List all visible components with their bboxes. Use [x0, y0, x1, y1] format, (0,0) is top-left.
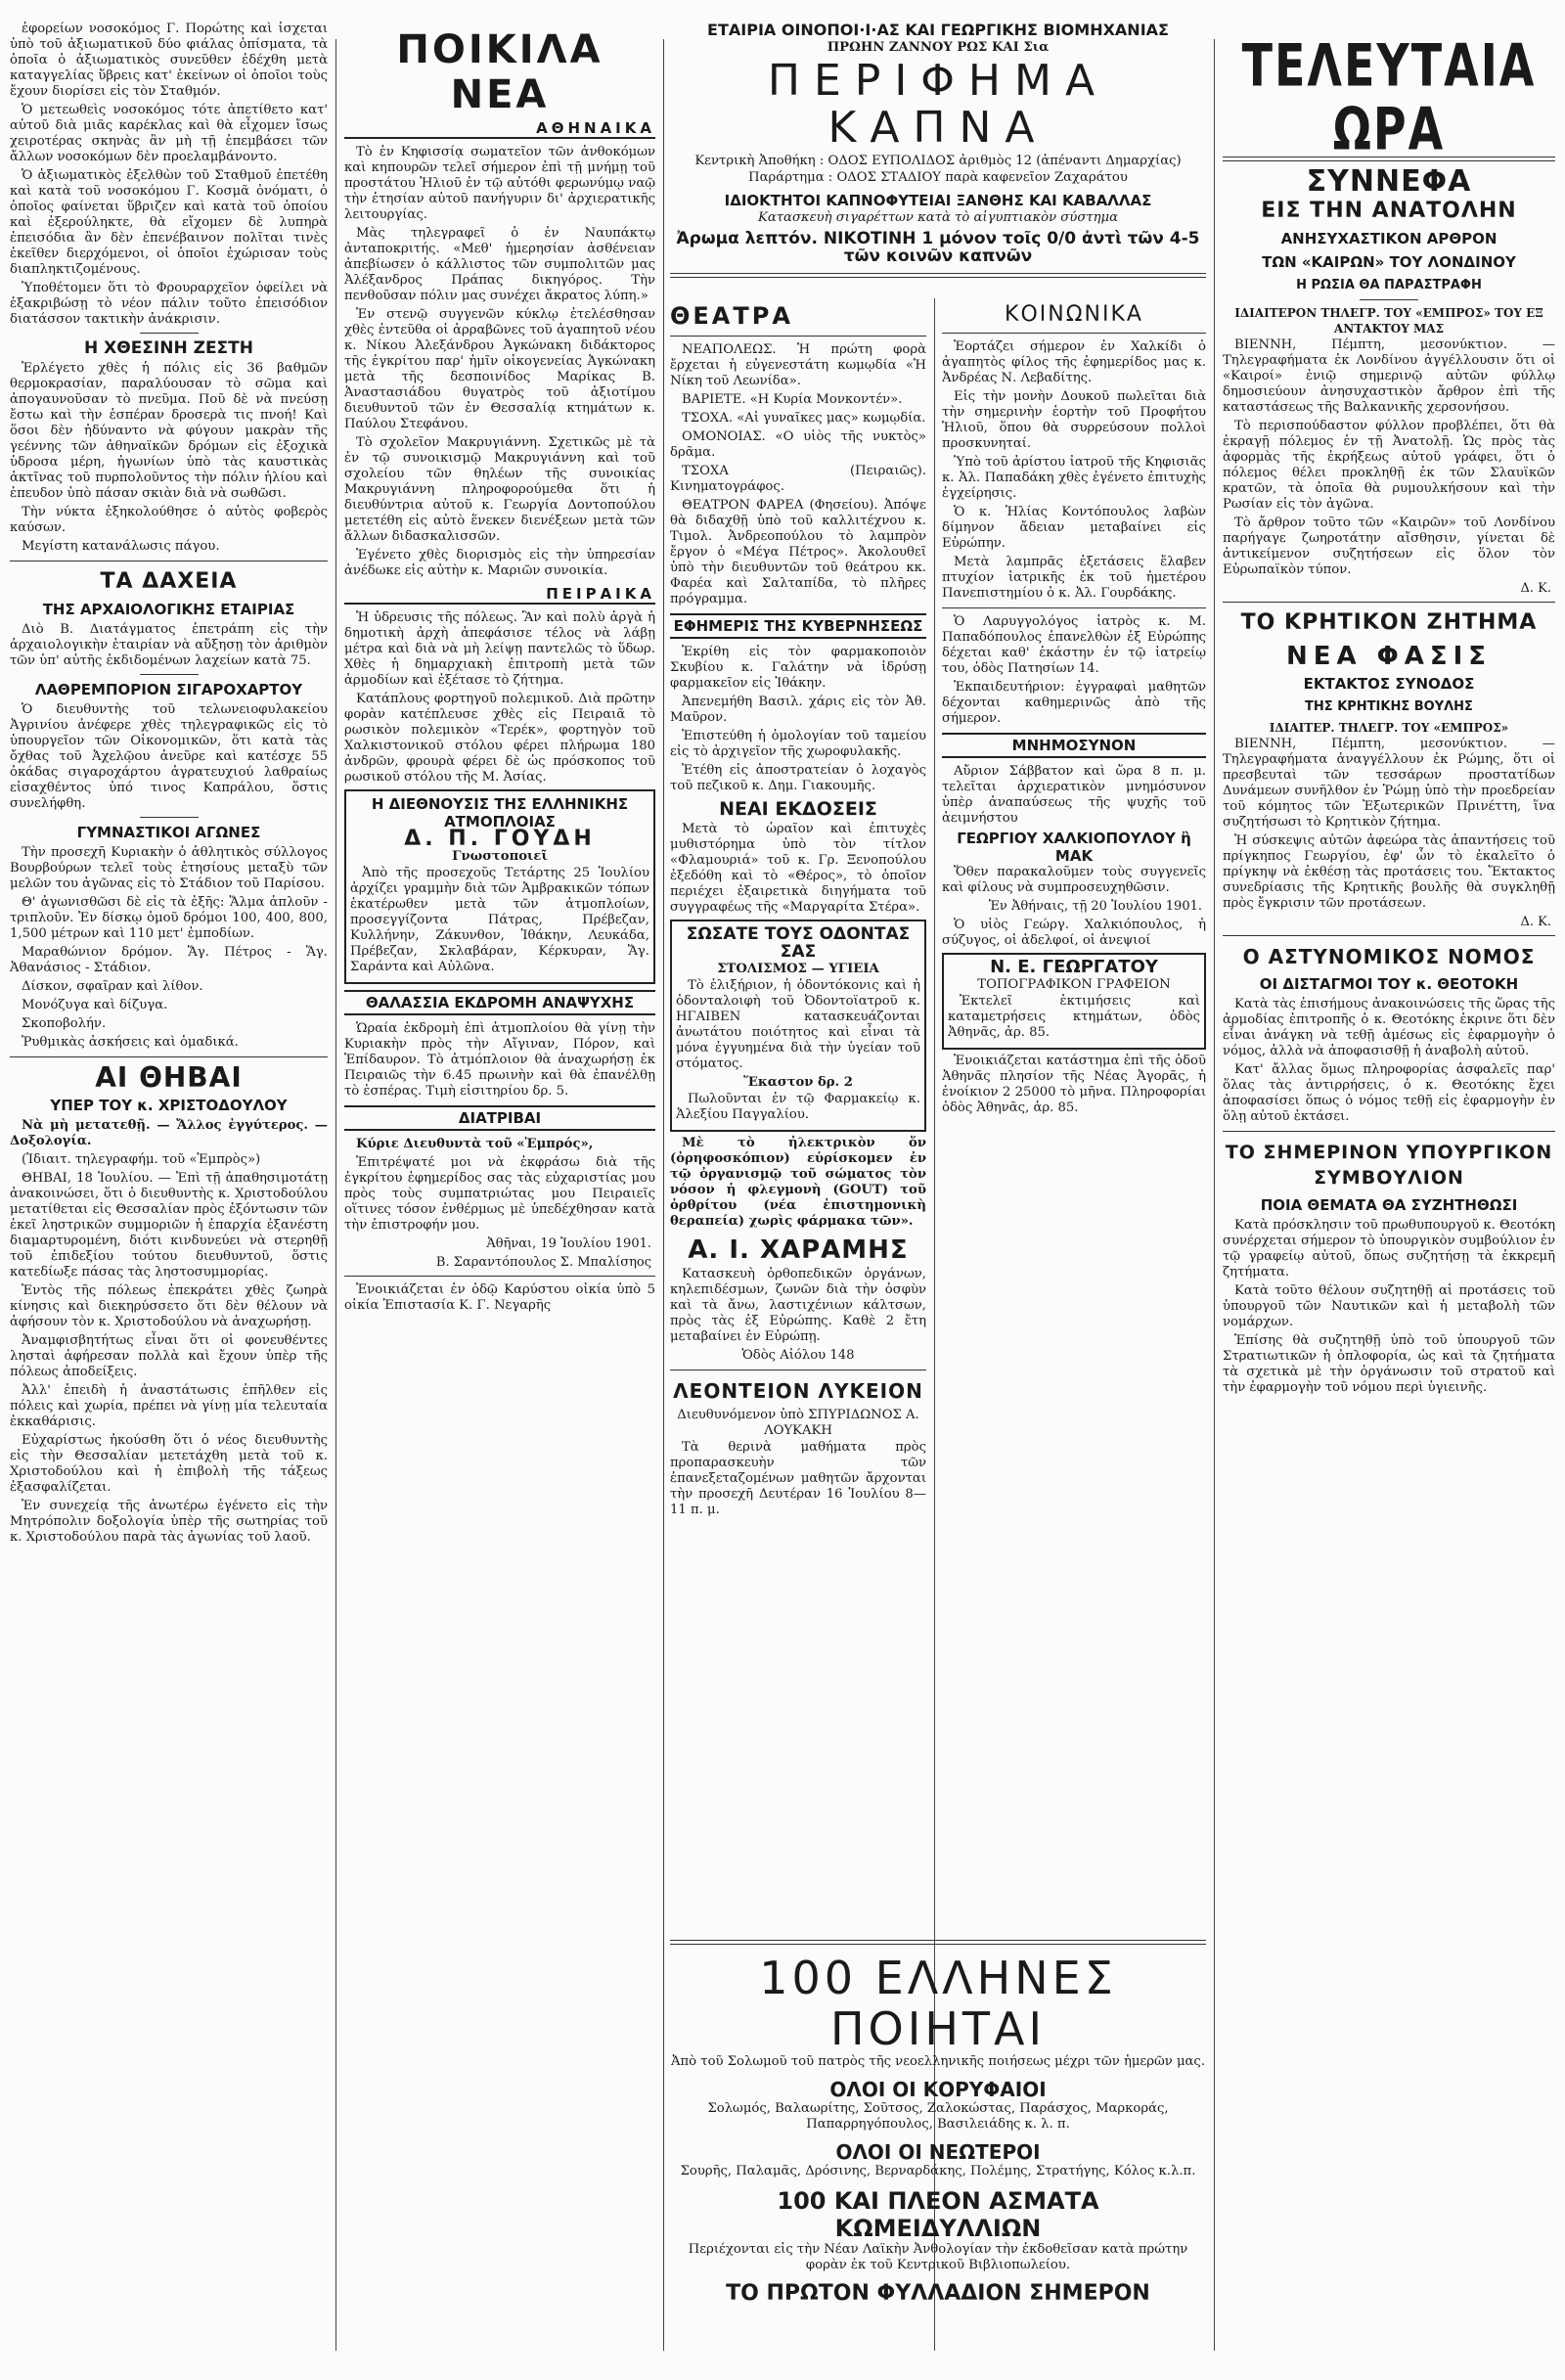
column-divider: [335, 39, 336, 2351]
article-paragraph: Εἰς τὴν μονὴν Δουκοῦ πωλεῖται διὰ τὴν σημερινὴν ἑορτὴν τοῦ Προφήτου Ἠλιοῦ, ὅπου θὰ συρρεύσουν πολλοὶ προσκυνηταί.: [942, 389, 1206, 451]
headline-ekdoseis: ΝΕΑΙ ΕΚΔΟΣΕΙΣ: [719, 798, 877, 820]
ad-notice: Γνωστοποιεῖ: [452, 849, 548, 864]
article-paragraph: Ὑπὸ τοῦ ἀρίστου ἰατροῦ τῆς Κηφισιᾶς κ. Ἀλ. Παπαδάκη χθὲς ἐγένετο ἐπιτυχὴς ἐγχείρησις.: [942, 455, 1206, 501]
classified-ad: Ἐνοικιάζεται κατάστημα ἐπὶ τῆς ὁδοῦ Ἀθηνᾶς πλησίον τῆς Νέας Ἀγορᾶς, ἡ ἐνοίκιον 2 25000 τὸ μῆνα. Πληροφορίαι ὁδὸς Ἀθηνᾶς, ἀρ. 85.: [942, 1054, 1206, 1115]
divider: [670, 336, 926, 337]
neoteroi-heading: ΟΛΟΙ ΟΙ ΝΕΩΤΕΡΟΙ: [835, 2140, 1041, 2164]
article-paragraph: Ἀλλ' ἐπειδὴ ἡ ἀναστάτωσις ἐπῆλθεν εἰς πόλεις καὶ χωρία, πρέπει νὰ γίνῃ μία τελευταία ἐκκαθάρισις.: [10, 1383, 328, 1429]
article-lead: Νὰ μὴ μετατεθῇ. — Ἄλλος ἐγγύτερος. — Δοξολογία.: [10, 1118, 328, 1148]
letter-salutation: Κύριε Διευθυντὰ τοῦ «Ἐμπρός»,: [356, 1137, 594, 1151]
article-paragraph: Τὴν νύκτα ἐξηκολούθησε ὁ αὐτὸς φοβερὸς καύσων.: [10, 505, 328, 535]
section-masthead: ΠΟΙΚΙΛΑ ΝΕΑ: [396, 27, 604, 117]
divider: [942, 607, 1206, 608]
article-paragraph: Τὸ σχολεῖον Μακρυγιάννη. Σχετικῶς μὲ τὰ ἐν τῷ συνοικισμῷ Μακρυγιάννη καὶ τοῦ σχολείου τῶν θηλέων τῆς συνοικίας Μακρυγιάννη πληροφορούμεθα ὅτι ἡ διευθύντρια αὐτοῦ κ. Γεωργία Δοντοπούλου μετετέθη εἰς αὐτὸ ἕνεκεν διενέξεων μετὰ τῶν ἄλλων διδασκαλισσῶν.: [344, 435, 655, 544]
headline-nea-fasis: ΝΕΑ ΦΑΣΙΣ: [1285, 642, 1493, 671]
telegram-label: ΙΔΙΑΙΤΕΡΟΝ ΤΗΛΕΓΡ. ΤΟΥ «ΕΜΠΡΟΣ» ΤΟΥ ΕΞ ΑΝΤΑΚΤΟΥ ΜΑΣ: [1234, 306, 1543, 336]
article-paragraph: Ἀναμφισβητήτως εἶναι ὅτι οἱ φονευθέντες λησταὶ ἀφήρεσαν πολλὰ καὶ ἔχουν ὑπὲρ τῆς πόλεως ἀποδείξεις.: [10, 1333, 328, 1379]
article-paragraph: Ἐπιτρέψατέ μοι νὰ ἐκφράσω διὰ τῆς ἐγκρίτου ἐφημερίδος σας τὰς εὐχαριστίας μου πρὸς τοὺς συμπατριώτας μου Πειραιεῖς οἵτινες τόσον ἐνθέρμως μὲ ὑπεδέχθησαν κατὰ τὴν ἐπιστροφήν μου.: [344, 1155, 655, 1233]
article-paragraph: ΘΗΒΑΙ, 18 Ἰουλίου. — Ἐπὶ τῇ ἀπαθησιμοτάτῃ ἀνακοινώσει, ὅτι ὁ διευθυντὴς κ. Χριστοδούλου μετατίθεται εἰς Θεσσαλίαν πρὸς ἐξόντωσιν τῶν ἐκεῖ ληστρικῶν συμμοριῶν ἡ ἐπαρχία ἐξανέστη διαμαρτυρομένη, διότι κινδυνεύει νὰ στερηθῇ τοῦ ἐπιδεξίου τούτου διευθυντοῦ, ὅστις κατεδίωξε πάσας τὰς ληστοσυμμορίας.: [10, 1171, 328, 1280]
anthology-line: Περιέχονται εἰς τὴν Νέαν Λαϊκὴν Ἀνθολογίαν τὴν ἐκδοθεῖσαν κατὰ πρώτην φορὰν ἐκ τοῦ Κεντρικοῦ Βιβλιοπωλείου.: [688, 2242, 1188, 2272]
ad-lykeion-sub: Διευθυνόμενον ὑπὸ ΣΠΥΡΙΔΩΝΟΣ Α. ΛΟΥΚΑΚΗ: [677, 1408, 919, 1438]
divider: [1223, 935, 1555, 936]
article-paragraph: Διὸ Β. Διατάγματος ἐπετράπη εἰς τὴν ἀρχαιολογικὴν ἑταιρίαν νὰ αὔξησῃ τὸν ἀριθμὸν τῶν ὑπ' αὐτῆς ἐκδιδομένων λαχείων κατὰ 75.: [10, 622, 328, 668]
subheadline-kairon: ΤΩΝ «ΚΑΙΡΩΝ» ΤΟΥ ΛΟΝΔΙΝΟΥ: [1262, 253, 1516, 271]
divider: [140, 817, 199, 818]
subheadline-rosia: Η ΡΩΣΙΑ ΘΑ ΠΑΡΑΣΤΡΑΦΗ: [1296, 278, 1482, 292]
article-paragraph: Ὅθεν παρακαλοῦμεν τοὺς συγγενεῖς καὶ φίλους νὰ συμπροσευχηθῶσιν.: [942, 865, 1206, 895]
subheadline-themata: ΠΟΙΑ ΘΕΜΑΤΑ ΘΑ ΣΥΖΗΤΗΘΩΣΙ: [1260, 1196, 1518, 1214]
koryfaioi-list: Σολωμός, Βαλαωρίτης, Σοῦτσος, Ζαλοκώστας, Παράσχος, Μαρκοράς, Παπαρρηγόπουλος, Βασιλειάδης κ. λ. π.: [707, 2101, 1169, 2132]
ad-xaramis-title: Α. Ι. ΧΑΡΑΜΗΣ: [688, 1235, 909, 1265]
article-paragraph: Ὁ κ. Ἠλίας Κοντόπουλος λαβὼν δίμηνον ἄδειαν μεταβαίνει εἰς Εὐρώπην.: [942, 505, 1206, 551]
article-paragraph: Εὐχαρίστως ἠκούσθη ὅτι ὁ νέος διευθυντὴς εἰς τὴν Θεσσαλίαν μετετάχθη μετὰ τοῦ κ. Χριστοδούλου καὶ ἡ ἐπιβολὴ τῆς τάξεως ἐξασφαλίζεται.: [10, 1433, 328, 1495]
article-paragraph: ΘΕΑΤΡΟΝ ΦΑΡΕΑ (Φησείου). Ἀπόψε θὰ διδαχθῇ ὑπὸ τοῦ καλλιτέχνου κ. Τιμολ. Ἀνδρεοπούλου τὸ λαμπρὸν ἔργον ὁ «Μέγα Πέτρος». Ἀκολουθεῖ ὑπὸ τὴν διευθυντῶν τοῦ θεάτρου κκ. Φαρέα καὶ Σαλταπίδα, τὸ πλῆρες πρόγραμμα.: [670, 498, 926, 606]
article-paragraph: Κατ' ἄλλας ὅμως πληροφορίας ἀσφαλεῖς παρ' ὅλας τὰς ἀντιρρήσεις, ὁ κ. Θεοτόκης ἔχει ἀποφασίσει ὅπως ὁ νόμος τεθῇ εἰς ἐφαρμογὴν ἐν ὅλῃ αὐτοῦ ἐκτάσει.: [1223, 1062, 1555, 1124]
headline-mnimosynon: ΜΝΗΜΟΣΥΝΟΝ: [942, 733, 1206, 758]
ad-address: Ὁδὸς Αἰόλου 148: [741, 1348, 855, 1363]
article-paragraph: Μετὰ λαμπρᾶς ἐξετάσεις ἔλαβεν πτυχίον ἰατρικῆς ἐκ τοῦ ἡμετέρου Πανεπιστημίου ὁ κ. Ἀλ. Γουρδάκης.: [942, 555, 1206, 601]
subheadline-thivai: ΥΠΕΡ ΤΟΥ κ. ΧΡΙΣΤΟΔΟΥΛΟΥ: [50, 1097, 288, 1114]
ad-body: Ἐκτελεῖ ἐκτιμήσεις καὶ καταμετρήσεις κτημάτων, ὁδὸς Ἀθηνᾶς, ἀρ. 85.: [948, 994, 1200, 1040]
divider: [140, 674, 199, 675]
ad-georgatou: [942, 953, 1206, 1050]
divider: [10, 1056, 328, 1057]
article-paragraph: ΤΣΟΧΑ. «Αἱ γυναῖκες μας» κωμῳδία.: [682, 411, 926, 426]
headline-synnefa: ΣΥΝΝΕΦΑ: [1306, 164, 1472, 199]
subheadline-ektaktos: ΕΚΤΑΚΤΟΣ ΣΥΝΟΔΟΣ: [1303, 675, 1475, 693]
article-paragraph: Ἐτέθη εἰς ἀποστρατείαν ὁ λοχαγὸς τοῦ πεζικοῦ κ. Δημ. Γιακουμῆς.: [670, 763, 926, 793]
company-name: ΕΤΑΙΡΙΑ ΟΙΝΟΠΟΙ·Ι·ΑΣ ΚΑΙ ΓΕΩΡΓΙΚΗΣ ΒΙΟΜΗΧΑΝΙΑΣ: [707, 22, 1169, 39]
article-paragraph: Μετὰ τὸ ὡραῖον καὶ ἐπιτυχὲς μυθιστόρημα ὑπὸ τὸν τίτλον «Φλαμουριά» τοῦ κ. Γρ. Ξενοπούλου ἐξεδόθη καὶ τὸ «Θέρος», τὸ ὁποῖον περιέχει ἐξαιρετικὰ διηγήματα τοῦ συγγραφέως τῆς «Μαργαρίτα Στέρα».: [670, 822, 926, 915]
divider: [670, 1940, 1206, 1945]
tobacco-ad: [670, 22, 1206, 297]
ad-subtitle: ΤΟΠΟΓΡΑΦΙΚΟΝ ΓΡΑΦΕΙΟΝ: [977, 977, 1171, 992]
classified-ad: Ἐνοικιάζεται ἐν ὁδῷ Καρύστου οἰκία ὑπὸ 5 οἰκία Ἐπιστασία Κ. Γ. Νεγαρῆς: [344, 1282, 655, 1313]
deceased-name: ΓΕΩΡΓΙΟΥ ΧΑΛΚΙΟΠΟΥΛΟΥ ἢ ΜΑΚ: [957, 830, 1191, 865]
section-telefteia: ΤΕΛΕΥΤΑΙΑ ΩΡΑ: [1241, 30, 1537, 163]
ad-odontes: [670, 920, 926, 1132]
column-divider: [1214, 39, 1215, 2351]
article-paragraph: Ἐν συνεχείᾳ τῆς ἀνωτέρω ἐγένετο εἰς τὴν Μητρόπολιν δοξολογία ὑπὲρ τῆς σωτηρίας τοῦ κ. Χριστοδούλου παρὰ τὰς ἀγωνίας τοῦ λαοῦ.: [10, 1499, 328, 1545]
asmata-heading: 100 ΚΑΙ ΠΛΕΟΝ ΑΣΜΑΤΑ ΚΩΜΕΙΔΥΛΛΙΩΝ: [777, 2187, 1099, 2242]
article-paragraph: Ἐντὸς τῆς πόλεως ἐπεκράτει χθὲς ζωηρὰ κίνησις καὶ διεκηρύσσετο ὅτι δὲν θέλουν νὰ ἀφήσουν τὸν κ. Χριστοδούλου νὰ ἀναχωρήσῃ.: [10, 1283, 328, 1329]
ad-body: Πωλοῦνται ἐν τῷ Φαρμακείῳ κ. Ἀλεξίου Παγγαλίου.: [676, 1092, 920, 1122]
telegram-label: ΙΔΙΑΙΤΕΡ. ΤΗΛΕΓΡ. ΤΟΥ «ΕΜΠΡΟΣ»: [1269, 721, 1509, 735]
article-paragraph: Ὁ Λαρυγγολόγος ἰατρὸς κ. Μ. Παπαδόπουλος ἐπανελθὼν ἐξ Εὐρώπης δέχεται καθ' ἑκάστην ἐν τῷ ἰατρείῳ του, ὁδὸς Πατησίων 14.: [942, 614, 1206, 676]
headline-diatribai: ΔΙΑΤΡΙΒΑΙ: [344, 1105, 655, 1131]
article-paragraph: ΒΑΡΙΕΤΕ. «Η Κυρία Μονκοντέν».: [682, 392, 903, 407]
ad-electric: Μὲ τὸ ἠλεκτρικὸν ὅν (ὀρηφοσκόπιον) εὑρίσκομεν ἐν τῷ ὀργανισμῷ τοῦ σώματος τὸν νόσον ἡ φλεγμονὴ (GOUT) τοῦ ὀρθρίτου (νέα ἐπιστημονικὴ θεραπεία) χωρὶς φάρμακα τῶν».: [670, 1136, 926, 1229]
article-paragraph: Ἑορτάζει σήμερον ἐν Χαλκίδι ὁ ἀγαπητὸς φίλος τῆς ἐφημερίδος μας κ. Ἀνδρέας Ν. Λεβαδίτης.: [942, 339, 1206, 385]
article-paragraph: ἐφορείων νοσοκόμος Γ. Πορώτης καὶ ἰσχεται ὑπὸ τοῦ ἀξιωματικοῦ δύο φιάλας ὀπίσματα, τὰ ὁποῖα ὁ ἀξιωματικὸς συνεῦθεν ἐδέχθη μετὰ καταγγελίας ὕβρεις κατ' ἐκείνων οἱ ὁποῖοι τοὺς ἔχουν διορίσει εἰς τὸν Σταθμόν.: [10, 22, 328, 99]
column-4: [942, 298, 1206, 1920]
article-paragraph: Αὔριον Σάββατον καὶ ὥρα 8 π. μ. τελεῖται ἀρχιερατικὸν μνημόσυνον ὑπὲρ ἀναπαύσεως τῆς ψυχῆς τοῦ ἀειμνήστου: [942, 764, 1206, 826]
column-5: [1223, 22, 1555, 2351]
headline-efimeris: ΕΦΗΜΕΡΙΣ ΤΗΣ ΚΥΒΕΡΝΗΣΕΩΣ: [670, 613, 926, 639]
column-1: [10, 22, 328, 2351]
ad-body: Τὸ ἐλιξήριον, ἡ ὀδοντόκονις καὶ ἡ ὀδονταλοιφὴ τοῦ Ὀδοντοϊατροῦ κ. ΗΓΑΙΒΕΝ κατασκευάζονται ἀνωτάτου ποιότητος καὶ εἶναι τὰ μόνα ἐγγυημένα διὰ τὴν ὑγείαν τοῦ στόματος.: [676, 978, 920, 1071]
neoteroi-list: Σουρῆς, Παλαμᾶς, Δρόσινης, Βερναρδάκης, Πολέμης, Στρατήγης, Κόλος κ.λ.π.: [680, 2164, 1196, 2178]
article-paragraph: Ἐν στενῷ συγγενῶν κύκλῳ ἐτελέσθησαν χθὲς ἐντεῦθα οἱ ἀρραβῶνες τοῦ ἀγαπητοῦ νέου κ. Νίκου Ἀλεξάνδρου Ἀγκώνακη διδάκτορος τῆς ἐγκρίτου παρ' ἡμῖν οἰκογενείας Ἀγκώνακη μετὰ τῆς δεσποινίδος Μαρίκας Β. Ἀναστασιάδου θυγατρὸς τοῦ ἀξιοτίμου διευθυντοῦ τῶν ἐν Θεσσαλίᾳ κτημάτων κ. Παύλου Στεφάνου.: [344, 307, 655, 431]
article-paragraph: Ἐγένετο χθὲς διορισμὸς εἰς τὴν ὑπηρεσίαν ἀνέδωκε εἰς αὐτὴν κ. Μαριῶν συνοικία.: [344, 548, 655, 578]
article-paragraph: Ὁ υἱὸς Γεώργ. Χαλκιόπουλος, ἡ σύζυγος, οἱ ἀδελφοί, οἱ ἀνεψιοί: [942, 918, 1206, 948]
column-divider: [663, 39, 664, 2351]
koryfaioi-heading: ΟΛΟΙ ΟΙ ΚΟΡΥΦΑΙΟΙ: [829, 2078, 1047, 2101]
article-paragraph: Τὴν προσεχῆ Κυριακὴν ὁ ἀθλητικὸς σύλλογος Βουρβούρων τελεῖ τοὺς ἐτησίους μεταξὺ τῶν μελῶν του ἀγῶνας εἰς τὸ Στάδιον τοῦ Παρίσου.: [10, 845, 328, 891]
ad-headline: ΠΕΡΙΦΗΜΑ ΚΑΠΝΑ: [767, 56, 1109, 153]
article-paragraph: Μεγίστη κατανάλωσις πάγου.: [22, 539, 220, 554]
ad-body: Τὰ θερινὰ μαθήματα πρὸς προπαρασκευὴν τῶν ἐπανεξεταζομένων μαθητῶν ἄρχονται τὴν προσεχῆ Δευτέραν 16 Ἰουλίου 8—11 π. μ.: [670, 1440, 926, 1517]
article-paragraph: Κατάπλους φορτηγοῦ πολεμικοῦ. Διὰ πρῶτην φορὰν κατέπλευσε χθὲς εἰς Πειραιᾶ τὸ ρωσικὸν πολεμικὸν «Τερέκ», φορτηγὸν τοῦ Χαλκιστονικοῦ στόλου φέρει πλήρωμα 180 ἀνδρῶν, φρουρὰ φέρει δὲ ὡς πρόσκοπος τοῦ ρωσικοῦ στόλου τῆς Μ. Ἀσίας.: [344, 692, 655, 785]
owners-line: ΙΔΙΟΚΤΗΤΟΙ ΚΑΠΝΟΦΥΤΕΙΑΙ ΞΑΝΘΗΣ ΚΑΙ ΚΑΒΑΛΛΑΣ: [724, 192, 1152, 209]
section-label: ΠΕΙΡΑΙΚΑ: [344, 585, 655, 605]
headline-gymnastikoi: ΓΥΜΝΑΣΤΙΚΟΙ ΑΓΩΝΕΣ: [76, 824, 261, 841]
article-paragraph: Ἐκπαιδευτήριον: ἐγγραφαὶ μαθητῶν δέχονται καθημερινῶς ἀπὸ τῆς σήμερον.: [942, 680, 1206, 726]
method-line: Κατασκευὴ σιγαρέττων κατὰ τὸ αἰγυπτιακὸν σύστημα: [757, 210, 1118, 225]
article-paragraph: Δίσκον, σφαῖραν καὶ λίθον.: [22, 979, 203, 994]
subheadline-arthron: ΑΝΗΣΥΧΑΣΤΙΚΟΝ ΑΡΘΡΟΝ: [1280, 230, 1498, 247]
column-2: [344, 22, 655, 2351]
article-paragraph: ΝΕΑΠΟΛΕΩΣ. Ἡ πρώτη φορὰ ἔρχεται ἡ εὐγενεστάτη κωμῳδία «Ἡ Νίκη τοῦ Λεωνίδα».: [670, 342, 926, 388]
article-paragraph: Ἀπενεμήθη Βασιλ. χάρις εἰς τὸν Ἀθ. Μαῦρον.: [670, 695, 926, 725]
store-address: Κεντρικὴ Ἀποθήκη : ΟΔΟΣ ΕΥΠΟΛΙΔΟΣ ἀριθμὸς 12 (ἀπέναντι Δημαρχίας): [694, 154, 1182, 168]
ad-title: Η ΔΙΕΘΝΟΥΣΙΣ ΤΗΣ ΕΛΛΗΝΙΚΗΣ ΑΤΜΟΠΛΟΙΑΣ: [371, 795, 629, 831]
article-paragraph: Ὁ μετεωθεὶς νοσοκόμος τότε ἀπετίθετο κατ' αὐτοῦ διὰ μιᾶς καρέκλας καὶ θὰ εἶχομεν ἴσως χειροτέρας σκηνὰς ἂν μὴ τῇ ἐπεμβάσει τῶν ἄλλων νοσοκόμων δὲν προελαμβάνοντο.: [10, 103, 328, 164]
column-3: [670, 298, 926, 1920]
headline-ekdromi: ΘΑΛΑΣΣΙΑ ΕΚΔΡΟΜΗ ΑΝΑΨΥΧΗΣ: [344, 990, 655, 1015]
headline-symvoulion: ΤΟ ΣΗΜΕΡΙΝΟΝ ΥΠΟΥΡΓΙΚΟΝ ΣΥΜΒΟΥΛΙΟΝ: [1225, 1142, 1553, 1189]
ad-title: ΣΩΣΑΤΕ ΤΟΥΣ ΟΔΟΝΤΑΣ ΣΑΣ: [686, 924, 911, 962]
company-subtitle: ΠΡΩΗΝ ΖΑΝΝΟΥ ΡΩΣ ΚΑΙ Σια: [827, 40, 1050, 55]
letter-date: Ἀθῆναι, 19 Ἰουλίου 1901.: [486, 1236, 651, 1251]
ad-body: Ἀπὸ τῆς προσεχοῦς Τετάρτης 25 Ἰουλίου ἀρχίζει γραμμὴν διὰ τῶν Ἀμβρακικῶν τόπων ἑκατέρωθεν μετὰ τῶν ἀτμοπλοίων, προσεγγίζοντα Πάτρας, Πρέβεζαν, Κυλλήνην, Ζάκυνθον, Ἰθάκην, Λευκάδα, Πρέβεζαν, Σκλαβάραν, Κέρκυραν, Ἅγ. Σαράντα καὶ Αὐλῶνα.: [350, 866, 649, 974]
poets-title: 100 ΕΛΛΗΝΕΣ ΠΟΙΗΤΑΙ: [759, 1952, 1117, 2055]
article-paragraph: Ἡ ὑδρευσις τῆς πόλεως. Ἂν καὶ πολὺ ἀργὰ ἡ δημοτικὴ ἀρχὴ ἀπεφάσισε τέλος νὰ λάβῃ μέτρα καὶ διὰ νὰ μὴ λείψῃ παντελῶς τὸ ὕδωρ. Χθὲς ἡ δημαρχιακὴ ἐπιτροπὴ μετὰ τῶν ἁρμοδίων καὶ ἐξέτασε τὸ ζήτημα.: [344, 610, 655, 688]
ad-lykeion-title: ΛΕΟΝΤΕΙΟΝ ΛΥΚΕΙΟΝ: [673, 1379, 923, 1403]
article-paragraph: Κατὰ τοῦτο θέλουν συζητηθῇ αἱ προτάσεις τοῦ ὑπουργοῦ τῶν Ναυτικῶν καὶ ἡ μεταβολὴ τῶν νομάρχων.: [1223, 1283, 1555, 1329]
divider: [942, 333, 1206, 334]
article-paragraph: Μὰς τηλεγραφεῖ ὁ ἐν Ναυπάκτῳ ἀνταποκριτής. «Μεθ' ἡμερησίαν ἀσθένειαν ἀπεβίωσεν ὁ κάλλιστος τῶν συμπολιτῶν μας Ἀλέξανδρος Πράπας δικηγόρος. Τὴν πενθοῦσαν πόλιν μας συνέχει ἄκρατος λύπη.»: [344, 226, 655, 303]
divider: [1223, 602, 1555, 603]
headline-anatolin: ΕΙΣ ΤΗΝ ΑΝΑΤΟΛΗΝ: [1261, 199, 1517, 223]
article-paragraph: Ἐρλέγετο χθὲς ἡ πόλις εἰς 36 βαθμῶν θερμοκρασίαν, παραλύουσαν τὸ σῶμα καὶ ἀπογαυνοῦσαν τὸ πνεῦμα. Ποῦ δὲ νὰ πνεύσῃ ἔστω καὶ τὴν ἐσπέραν δροσερὰ τις πνοή! Καὶ ὅσοι δὲν ἠδύναντο νὰ φύγουν μακρὰν τῆς γεέννης τῶν ἀθηναϊκῶν δρόμων εἰς ἐξοχικὰ ὑδροσα μέρη, ἠγωνίων ὑπὸ τὰς καυστικὰς ἀκτῖνας τοῦ πυρπολοῦντος τὴν πόλιν ἡλίου καὶ ἐπευδον ὑπὸ πάσαν σκιὰν διὰ νὰ σωθῶσι.: [10, 361, 328, 501]
divider: [1360, 299, 1418, 300]
subheadline-daxeia: ΤΗΣ ΑΡΧΑΙΟΛΟΓΙΚΗΣ ΕΤΑΙΡΙΑΣ: [42, 601, 295, 618]
section-theatra: ΘΕΑΤΡΑ: [670, 302, 793, 330]
section-label: ΑΘΗΝΑΙΚΑ: [344, 119, 655, 139]
article-paragraph: Σκοποβολήν.: [22, 1016, 107, 1031]
divider: [670, 273, 1206, 278]
ad-price: Ἕκαστον δρ. 2: [743, 1075, 853, 1090]
article-paragraph: Τὸ ἐν Κηφισσίᾳ σωματεῖον τῶν ἀνθοκόμων καὶ κηπουρῶν τελεῖ σήμερον ἐπὶ τῇ μνήμῃ τοῦ προστάτου Ἠλιοῦ ἐν τῷ αὐτόθι φερωνύμῳ ναῷ τὴν ἐτησίαν αὐτοῦ πανήγυριν δι' ἀρχιερατικῆς λειτουργίας.: [344, 145, 655, 222]
headline-thivai: ΑΙ ΘΗΒΑΙ: [95, 1061, 243, 1094]
branch-address: Παράρτημα : ΟΔΟΣ ΣΤΑΔΙΟΥ παρὰ καφενεῖον Ζαχαράτου: [748, 170, 1128, 185]
article-paragraph: ΒΙΕΝΝΗ, Πέμπτη, μεσονύκτιον. — Τηλεγραφήματα ἀναγγέλλουν ἐκ Ρώμης, ὅτι οἱ πρεσβευταὶ τῶν τεσσάρων προστατίδων Δυνάμεων συνῆλθον ἐν Ῥώμῃ ὑπὸ τὴν προεδρείαν τοῦ κόμητος τῶν Ἐξωτερικῶν Πρινέττη, ἵνα συζητήσωσι τὸ Κρητικὸν ζήτημα.: [1223, 737, 1555, 830]
headline-kritiko: ΤΟ ΚΡΗΤΙΚΟΝ ΖΗΤΗΜΑ: [1240, 610, 1538, 635]
divider: [344, 1276, 655, 1277]
price-line: Ἀρωμα λεπτόν. ΝΙΚΟΤΙΝΗ 1 μόνον τοῖς 0/0 ἀντὶ τῶν 4-5 τῶν κοινῶν καπνῶν: [676, 229, 1200, 266]
article-paragraph: Τὸ περισπούδαστον φύλλον προβλέπει, ὅτι θὰ ἐκραγῇ πόλεμος ἐν τῇ Ἀνατολῇ. Ὡς πρὸς τὰς ἀφορμὰς τῆς ἐκρήξεως αὐτοῦ γράφει, ὅτι ὁ πόλεμος θέλει προκληθῇ ἐκ τῶν Σλαυϊκῶν κρατῶν, τὰ ὁποῖα θὰ ρυμουλκήσουν καὶ τὴν Ρωσίαν εἰς τὸν ἀγῶνα.: [1223, 419, 1555, 512]
proton-heading: ΤΟ ΠΡΩΤΟΝ ΦΥΛΛΑΔΙΟΝ ΣΗΜΕΡΟΝ: [726, 2281, 1150, 2306]
article-paragraph: Ὡραία ἐκδρομὴ ἐπὶ ἀτμοπλοίου θὰ γίνῃ τὴν Κυριακὴν πρὸς τὴν Αἴγιναν, Πόρον, καὶ Ἐπίδαυρον. Τὸ ἀτμόπλοιον θὰ ἀναχωρήσῃ ἐκ Πειραιῶς τὴν 6.45 πρωινὴν καὶ θὰ ἐπανέλθῃ τὸ ἑσπέρας. Τιμὴ εἰσιτηρίου δρ. 5.: [344, 1021, 655, 1099]
article-paragraph: Ῥυθμικὰς ἀσκήσεις καὶ ὁμαδικά.: [22, 1035, 239, 1050]
headline-lathrempori: ΛΑΘΡΕΜΠΟΡΙΟΝ ΣΙΓΑΡΟΧΑΡΤΟΥ: [34, 681, 303, 698]
ad-subtitle: Δ. Π. ΓΟΥΔΗ: [404, 827, 596, 851]
signature: Δ. Κ.: [1520, 915, 1551, 929]
ad-subtitle: ΣΤΟΛΙΣΜΟΣ — ΥΓΙΕΙΑ: [717, 962, 879, 976]
article-paragraph: Μαραθώνιον δρόμον. Ἅγ. Πέτρος - Ἅγ. Ἀθανάσιος - Στάδιον.: [10, 945, 328, 975]
article-paragraph: ΒΙΕΝΝΗ, Πέμπτη, μεσονύκτιον. — Τηλεγραφήματα ἐκ Λονδίνου ἀγγέλλουσιν ὅτι οἱ «Καιροί» ἐνιῷ σημερινῷ αὐτῶν φύλλῳ δημοσιεύουν ἀνησυχαστικὸν ἄρθρον ἐπὶ τῆς καταστάσεως τῆς Βαλκανικῆς χερσονήσου.: [1223, 337, 1555, 415]
letter-signature: Β. Σαραντόπουλος Σ. Μπαλίσηος: [435, 1255, 651, 1270]
signature: Δ. Κ.: [1520, 581, 1551, 596]
article-paragraph: Ἐπίσης θὰ συζητηθῇ ὑπὸ τοῦ ὑπουργοῦ τῶν Στρατιωτικῶν ἡ ὁπλοφορία, ὡς καὶ τὰ ζητήματα τὰ σχετικὰ μὲ τὴν ὀργάνωσιν τοῦ στρατοῦ καὶ τὴν ἐφαρμογὴν τοῦ νόμου περὶ ὑγιεινῆς.: [1223, 1333, 1555, 1395]
article-paragraph: Ἐκρίθη εἰς τὸν φαρμακοποιὸν Σκυβίου κ. Γαλάτην νὰ ἱδρύσῃ φαρμακεῖον εἰς Ἰθάκην.: [670, 645, 926, 691]
headline-nomos: Ο ΑΣΤΥΝΟΜΙΚΟΣ ΝΟΜΟΣ: [1242, 945, 1536, 968]
article-paragraph: Ἡ σύσκεψις αὐτῶν ἀφεώρα τὰς ἀπαντήσεις τοῦ πρίγκηπος Γεωργίου, ἐφ' ὧν τὸ ἐκαλεῖτο ὁ πρίγκηψ νὰ ἐκθέσῃ τὰς προτάσεις του. Ἔκτακτος συνεδρίασις τῆς Κρητικῆς βουλῆς θὰ συγκληθῇ πρὸς ἔγκρισιν τῶν προτάσεων.: [1223, 833, 1555, 911]
ad-title: Ν. Ε. ΓΕΩΡΓΑΤΟΥ: [990, 957, 1158, 977]
article-paragraph: Ὁ διευθυντὴς τοῦ τελωνειοφυλακείου Ἀγρινίου ἀνέφερε χθὲς τηλεγραφικῶς εἰς τὸ ὑπουργεῖον τῶν Οἰκονομικῶν, ὅτι κατὰ τὰς ὄχθας τοῦ Ἀχελῷου ἀνεῦρε καὶ κατέσχε 55 ὀκάδας σιγαροχάρτου ἀγρατευχιού λαθραίως εἰσαχθέντος ὑπό τινος Καπράλου, ὅστις συνελήφθη.: [10, 702, 328, 811]
article-paragraph: ΟΜΟΝΟΙΑΣ. «Ο υἱὸς τῆς νυκτὸς» δρᾶμα.: [670, 429, 926, 460]
ad-gouda: [344, 789, 655, 984]
headline-zesti: Η ΧΘΕΣΙΝΗ ΖΕΣΤΗ: [83, 338, 253, 358]
article-paragraph: ΤΣΟΧΑ (Πειραιῶς). Κινηματογράφος.: [670, 464, 926, 494]
subheadline-diatagmoi: ΟΙ ΔΙΣΤΑΓΜΟΙ ΤΟΥ κ. ΘΕΟΤΟΚΗ: [1259, 975, 1519, 993]
ad-body: Κατασκευὴ ὀρθοπεδικῶν ὀργάνων, κηλεπιδέσμων, ζωνῶν διὰ τὴν ὀσφὺν καὶ τὰ ἄνω, λαστιχένιων κάλτσων, πρὸς τὰς ἐξ Εὐρώπης. Καθὲ 2 ἔτη μεταβαίνει ἐν Εὐρώπῃ.: [670, 1267, 926, 1344]
subheadline-vouli: ΤΗΣ ΚΡΗΤΙΚΗΣ ΒΟΥΛΗΣ: [1305, 699, 1473, 714]
divider: [1223, 1131, 1555, 1132]
article-paragraph: (Ἰδιαιτ. τηλεγραφήμ. τοῦ «Ἐμπρὸς»): [22, 1152, 261, 1167]
article-paragraph: Ὑποθέτομεν ὅτι τὸ Φρουραρχεῖον ὀφείλει νὰ ἐξακριβώσῃ τὸ νέον πάλιν τοῦτο ἐπεισόδιον διατάσσον τακτικὴν ἀνάκρισιν.: [10, 281, 328, 327]
article-paragraph: Κατὰ πρόσκλησιν τοῦ πρωθυπουργοῦ κ. Θεοτόκη συνέρχεται σήμερον τὸ ὑπουργικὸν συμβούλιον ἐν τῷ γραφείῳ αὐτοῦ, ὅπως συζητήσῃ τὰ ἐκκρεμῆ ζητήματα.: [1223, 1218, 1555, 1280]
article-paragraph: Κατὰ τὰς ἐπισήμους ἀνακοινώσεις τῆς ὥρας τῆς ἀρμοδίας ἐπιτροπῆς ὁ κ. Θεοτόκης ἐκρινε ὅτι δὲν εἶναι ἀνάγκη νὰ τεθῇ ἀμέσως εἰς ἐφαρμογὴν ὁ νόμος, ἀλλὰ νὰ ἀποφασισθῇ ἡ ἀναβολὴ αὐτοῦ.: [1223, 997, 1555, 1058]
section-koinonika: ΚΟΙΝΩΝΙΚΑ: [1005, 302, 1143, 327]
article-paragraph: Ἐπιστεύθη ἡ ὁμολογίαν τοῦ ταμείου εἰς τὸ ἀρχιγεῖον τῆς χωροφυλακῆς.: [670, 729, 926, 759]
article-paragraph: Μονόζυγα καὶ δίζυγα.: [22, 998, 168, 1012]
headline-daxeia: ΤΑ ΔΑΧΕΙΑ: [100, 569, 238, 594]
notice-date: Ἐν Ἀθήναις, τῇ 20 Ἰουλίου 1901.: [988, 899, 1202, 914]
article-paragraph: Ὁ ἀξιωματικὸς ἐξελθὼν τοῦ Σταθμοῦ ἐπετέθη καὶ κατὰ τοῦ νοσοκόμου Γ. Κοσμᾶ ὀνόματι, ὁ ὁποῖος φαίνεται ὕβριζεν καὶ κατὰ τοῦ ὁποίου καὶ ἐξερούληκτε, θὰ εἴχομεν δὲ λυπηρὰ ἐπεισόδια ἂν δὲν ἐπενέβαινον πολῖται τινὲς ἐκεῖθεν διερχόμενοι, οἱ ὁποῖοι ἐχώρισαν τοὺς διαπληκτιζομένους.: [10, 168, 328, 277]
article-paragraph: Θ' ἀγωνισθῶσι δὲ εἰς τὰ ἑξῆς: Ἅλμα ἀπλοῦν - τριπλοῦν. Ἐν δίσκῳ ὁμοῦ δρόμοι 100, 400, 800, 1,500 μέτρων καὶ 110 μετ' ἐμποδίων.: [10, 895, 328, 941]
poets-ad: [670, 1932, 1206, 2333]
divider: [140, 333, 199, 334]
poets-subtitle: Ἀπὸ τοῦ Σολωμοῦ τοῦ πατρὸς τῆς νεοελληνικῆς ποιήσεως μέχρι τῶν ἡμερῶν μας.: [670, 2054, 1206, 2069]
article-paragraph: Τὸ ἄρθρον τοῦτο τῶν «Καιρῶν» τοῦ Λονδίνου παρήγαγε ζωηροτάτην αἴσθησιν, γίνεται δὲ ἀντικείμενον συζητήσεων εἰς ὅλον τὸν Εὐρωπαϊκὸν τύπον.: [1223, 516, 1555, 577]
